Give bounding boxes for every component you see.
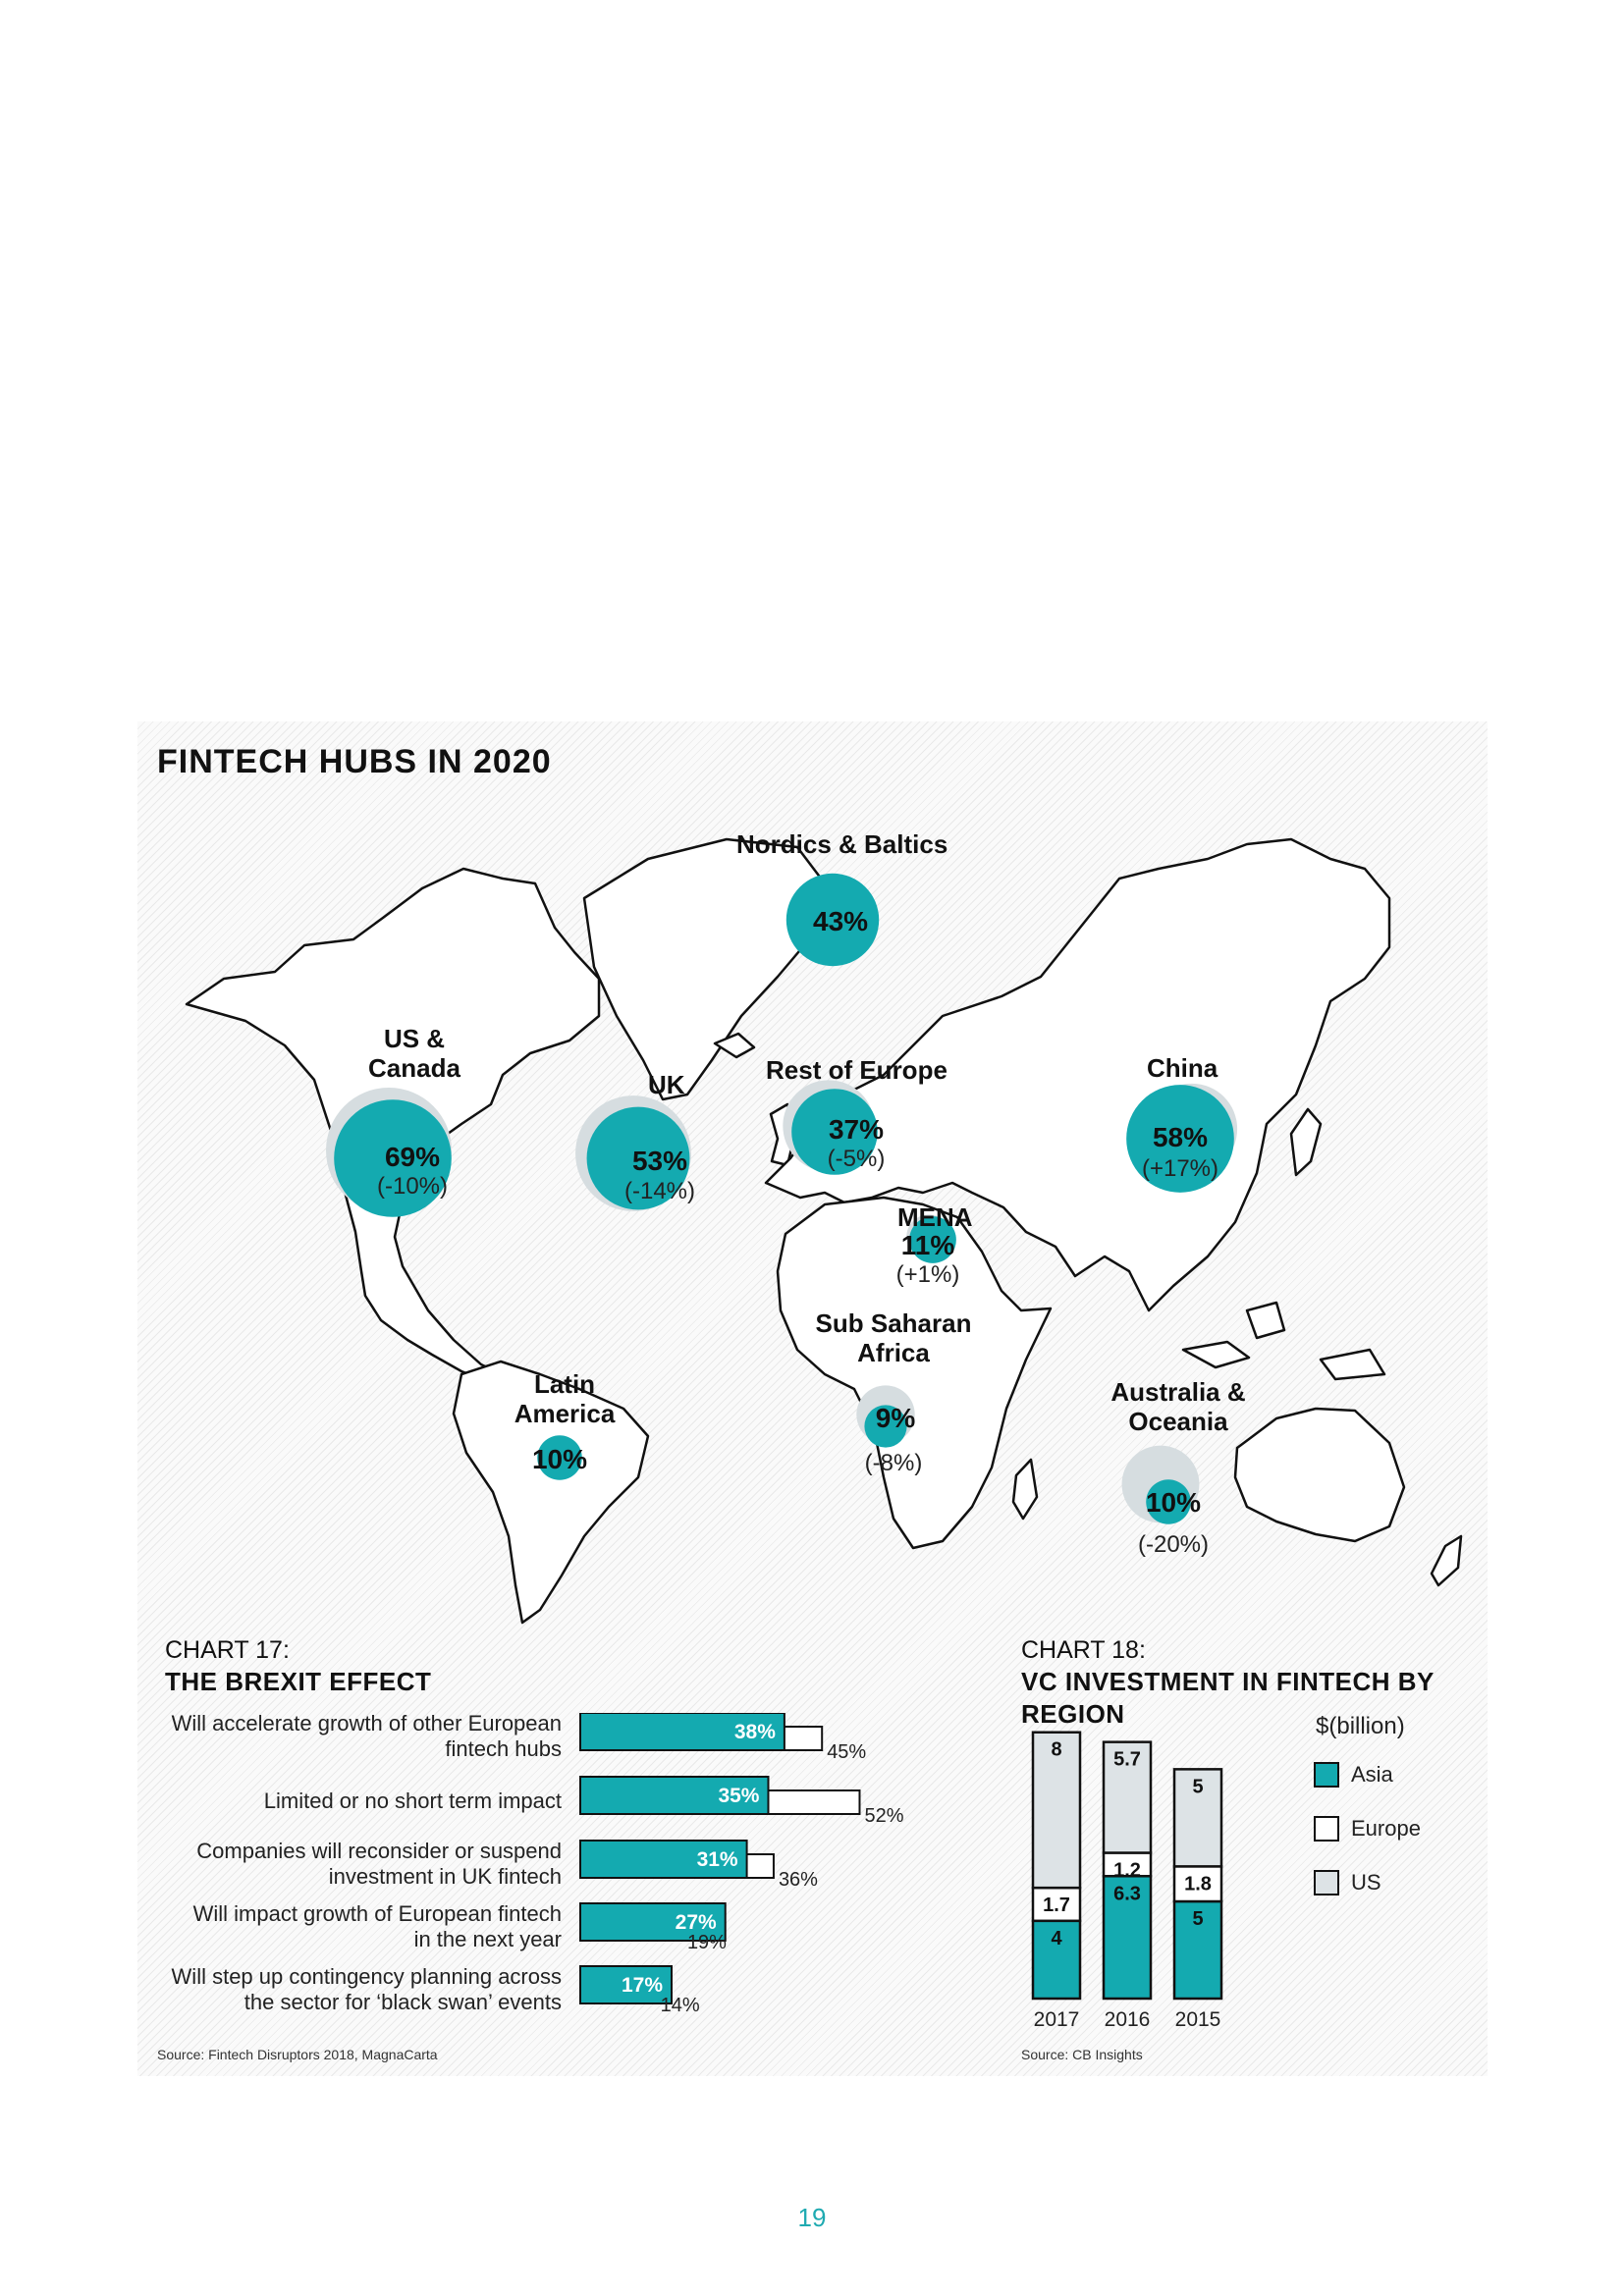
chart18-value-us-2016: 5.7: [1113, 1748, 1141, 1771]
chart17-category-3: Will impact growth of European fintech in the next year: [192, 1901, 562, 1951]
chart17-value-current-1: 35%: [718, 1785, 760, 1807]
hub-value-aus: 10%: [1145, 1487, 1202, 1518]
chart17-category-1: Limited or no short term impact: [263, 1789, 562, 1813]
chart17-category-2: Companies will reconsider or suspend investment in UK fintech: [196, 1839, 562, 1889]
legend-label-us: US: [1351, 1870, 1381, 1895]
hub-change-uk: (-14%): [623, 1178, 695, 1204]
chart18-tick-2015: 2015: [1174, 2008, 1221, 2031]
hub-name-china: China: [1147, 1053, 1218, 1083]
chart17-bars: [579, 1713, 972, 2027]
chart18-value-europe-2017: 1.7: [1043, 1895, 1070, 1917]
chart18-value-asia-2017: 4: [1051, 1927, 1062, 1949]
chart17-value-current-3: 27%: [675, 1911, 717, 1934]
chart18-title: VC INVESTMENT IN FINTECH BY REGION: [1021, 1667, 1435, 1729]
chart18-tick-2016: 2016: [1104, 2008, 1151, 2031]
hub-value-ssa: 9%: [875, 1403, 916, 1433]
hub-value-us: 69%: [384, 1142, 441, 1172]
legend-swatch-us: [1314, 1870, 1339, 1896]
hub-name-europe: Rest of Europe: [766, 1055, 947, 1085]
hub-name-nordics: Nordics & Baltics: [736, 829, 948, 859]
new-guinea-shape: [1321, 1350, 1384, 1379]
chart18-value-europe-2015: 1.8: [1184, 1873, 1212, 1896]
chart17-value-previous-1: 52%: [864, 1805, 904, 1827]
hub-change-ssa: (-8%): [864, 1450, 923, 1476]
hub-change-mena: (+1%): [895, 1261, 960, 1288]
chart18-value-us-2017: 8: [1051, 1738, 1062, 1761]
map-title: FINTECH HUBS IN 2020: [157, 743, 552, 780]
chart18-label: CHART 18:: [1021, 1636, 1146, 1664]
hub-name-aus: Australia & Oceania: [1110, 1377, 1246, 1436]
chart18-source: Source: CB Insights: [1021, 2047, 1143, 2062]
chart17-value-current-4: 17%: [621, 1974, 664, 1997]
chart17-value-current-2: 31%: [696, 1848, 738, 1871]
hub-change-china: (+17%): [1141, 1155, 1219, 1182]
new-zealand-shape: [1432, 1536, 1461, 1585]
legend-label-asia: Asia: [1351, 1762, 1393, 1787]
chart18-bars: [1021, 1708, 1247, 2032]
legend-swatch-europe: [1314, 1816, 1339, 1842]
chart18-value-us-2015: 5: [1192, 1776, 1204, 1798]
hub-name-ssa: Sub Saharan Africa: [815, 1308, 972, 1367]
hub-value-mena: 11%: [900, 1230, 955, 1260]
chart18-unit: $(billion): [1316, 1713, 1405, 1739]
chart17-value-current-0: 38%: [733, 1721, 776, 1743]
infographic-panel: [137, 721, 1488, 2076]
australia-shape: [1235, 1409, 1404, 1541]
chart18-value-asia-2015: 5: [1192, 1908, 1204, 1930]
chart18-value-europe-2016: 1.2: [1113, 1859, 1141, 1882]
chart17-value-previous-2: 36%: [778, 1869, 818, 1891]
hub-value-latam: 10%: [531, 1444, 588, 1474]
chart17-value-previous-0: 45%: [827, 1741, 867, 1763]
japan-shape: [1291, 1109, 1321, 1175]
hub-value-nordics: 43%: [813, 906, 869, 936]
chart17-category-4: Will step up contingency planning across the sector for ‘black swan’ events: [171, 1964, 562, 2014]
legend-label-europe: Europe: [1351, 1816, 1421, 1841]
chart17-category-0: Will accelerate growth of other European fintech hubs: [171, 1711, 562, 1761]
hub-name-us: US & Canada: [368, 1024, 460, 1083]
chart17-title: THE BREXIT EFFECT: [165, 1667, 432, 1696]
chart17-value-previous-3: 19%: [686, 1932, 727, 1953]
hub-name-latam: Latin America: [514, 1369, 616, 1428]
page-number: 19: [797, 2203, 827, 2232]
chart17-value-previous-4: 14%: [660, 1995, 700, 2016]
hub-value-europe: 37%: [828, 1114, 885, 1145]
hub-change-aus: (-20%): [1137, 1531, 1209, 1558]
hub-name-uk: UK: [648, 1070, 685, 1099]
legend-swatch-asia: [1314, 1762, 1339, 1788]
chart17-source: Source: Fintech Disruptors 2018, MagnaCarta: [157, 2047, 438, 2062]
indonesia-shape: [1183, 1342, 1249, 1367]
madagascar-shape: [1013, 1460, 1037, 1519]
borneo-shape: [1247, 1303, 1284, 1338]
hub-value-uk: 53%: [631, 1146, 688, 1176]
hub-name-mena: MENA: [897, 1202, 973, 1232]
chart17-header: [165, 1634, 431, 1698]
chart18-tick-2017: 2017: [1033, 2008, 1080, 2031]
hub-value-china: 58%: [1152, 1122, 1209, 1152]
chart17-label: CHART 17:: [165, 1636, 290, 1664]
hub-change-us: (-10%): [376, 1173, 448, 1200]
chart18-value-asia-2016: 6.3: [1113, 1883, 1141, 1905]
hub-change-europe: (-5%): [827, 1146, 886, 1172]
